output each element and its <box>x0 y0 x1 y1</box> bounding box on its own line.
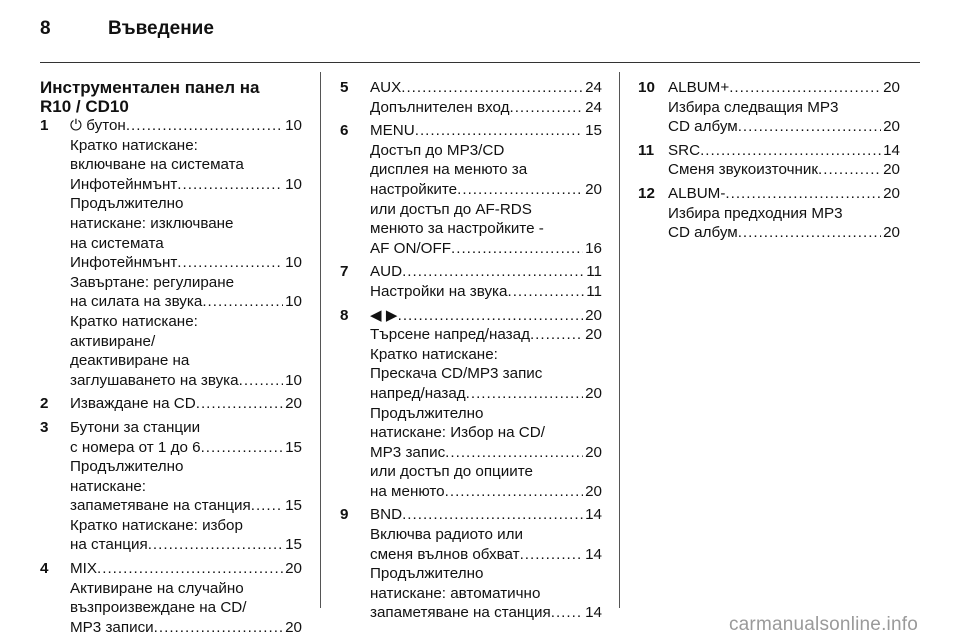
entry-line <box>70 496 302 516</box>
column-1-entries <box>40 116 302 637</box>
dot-leader <box>239 371 283 391</box>
page-reference[interactable]: 24 <box>585 98 602 116</box>
entry-line <box>668 141 900 161</box>
entry-text: CD албум <box>668 118 738 136</box>
entry-text: ⏻ бутон <box>70 117 126 134</box>
entry-text: деактивиране на <box>70 352 190 370</box>
entry-text: запаметяване на станция <box>70 497 251 515</box>
page-reference[interactable]: 15 <box>285 497 302 515</box>
entry-number: 8 <box>340 306 349 324</box>
entry-line <box>70 234 302 254</box>
entry-line <box>70 535 302 555</box>
entry-lines <box>70 116 302 390</box>
section-title-line-1: Инструментален панел на <box>40 78 260 97</box>
dot-leader <box>445 443 583 463</box>
entry-text: Настройки на звука <box>370 282 508 300</box>
entry-text: Инфотейнмънт <box>70 175 178 193</box>
column-2-entries <box>340 78 602 623</box>
entry-line <box>370 564 602 584</box>
entry-text: натискане: изключване <box>70 214 234 232</box>
page-reference[interactable]: 11 <box>586 263 602 281</box>
page-reference[interactable]: 24 <box>585 79 602 96</box>
entry-line <box>370 141 602 161</box>
entry-text: MIX <box>70 560 98 578</box>
dot-leader <box>148 535 283 555</box>
entry-text: ALBUM+ <box>668 79 730 96</box>
index-entry <box>40 116 302 390</box>
entry-number: 5 <box>340 79 349 96</box>
entry-line <box>370 545 602 565</box>
index-entry <box>340 505 602 623</box>
column-2 <box>340 78 602 627</box>
page-reference[interactable]: 20 <box>883 161 900 179</box>
entry-line <box>370 239 602 259</box>
entry-text: натискане: <box>70 477 147 495</box>
index-entry <box>340 78 602 117</box>
entry-text: на менюто <box>370 482 445 500</box>
page-reference[interactable]: 14 <box>585 545 602 563</box>
dot-leader <box>530 325 583 345</box>
dot-leader <box>700 141 881 161</box>
page-reference[interactable]: 15 <box>585 122 602 140</box>
entry-line <box>370 462 602 482</box>
entry-line <box>370 180 602 200</box>
dot-leader <box>507 282 584 302</box>
entry-text: AF ON/OFF <box>370 239 451 257</box>
column-divider-1 <box>320 72 321 608</box>
page-reference[interactable]: 14 <box>585 604 602 622</box>
entry-text: Търсене напред/назад <box>370 326 530 344</box>
entry-text: Продължително <box>370 404 484 422</box>
entry-text: настройките <box>370 180 458 198</box>
entry-text: Избира предходния MP3 <box>668 204 843 222</box>
entry-text: включване на системата <box>70 156 244 174</box>
entry-text: Кратко натискане: <box>70 312 198 330</box>
entry-text: дисплея на менюто за <box>370 161 528 179</box>
entry-line <box>70 214 302 234</box>
dot-leader <box>818 160 881 180</box>
entry-lines <box>370 78 602 117</box>
page-reference[interactable]: 20 <box>585 482 602 500</box>
page-reference[interactable]: 20 <box>285 395 302 413</box>
header-rule <box>40 62 920 63</box>
entry-line <box>70 175 302 195</box>
page-number: 8 <box>40 18 51 39</box>
dot-leader <box>509 98 583 118</box>
entry-text: ALBUM- <box>668 184 726 202</box>
entry-line <box>370 525 602 545</box>
column-1 <box>40 78 302 641</box>
page-reference[interactable]: 10 <box>285 117 302 134</box>
entry-line <box>70 253 302 273</box>
entry-line <box>70 516 302 536</box>
entry-line <box>668 204 900 224</box>
entry-text: на силата на звука <box>70 293 203 311</box>
entry-line <box>370 219 602 239</box>
entry-text: натискане: автоматично <box>370 584 541 602</box>
page-reference[interactable]: 20 <box>883 118 900 136</box>
dot-leader <box>415 121 583 141</box>
dot-leader <box>402 505 583 525</box>
entry-line <box>668 98 900 118</box>
entry-text: Изваждане на CD <box>70 395 196 413</box>
entry-text: активиране/ <box>70 332 156 350</box>
entry-text: Бутони за станции <box>70 418 201 436</box>
entry-text: напред/назад <box>370 384 466 402</box>
dot-leader <box>177 175 283 195</box>
entry-line <box>70 194 302 214</box>
column-3 <box>638 78 900 247</box>
entry-text: Продължително <box>70 458 184 476</box>
entry-line <box>370 345 602 365</box>
entry-line <box>370 200 602 220</box>
page-title: Въведение <box>108 18 214 39</box>
entry-lines <box>370 121 602 258</box>
entry-text: MP3 запис <box>370 443 446 461</box>
entry-line <box>370 282 602 302</box>
entry-text: сменя вълнов обхват <box>370 545 520 563</box>
page-reference[interactable]: 10 <box>285 254 302 272</box>
page-reference[interactable]: 20 <box>585 180 602 198</box>
entry-text: Завъртане: регулиране <box>70 273 235 291</box>
dot-leader <box>154 618 283 638</box>
index-entry <box>340 306 602 502</box>
entry-line <box>370 325 602 345</box>
dot-leader <box>520 545 584 565</box>
entry-text: Инфотейнмънт <box>70 254 178 272</box>
page-reference[interactable]: 20 <box>883 224 900 242</box>
entry-text: заглушаването на звука <box>70 371 239 389</box>
dot-leader <box>738 223 881 243</box>
page-reference[interactable]: 15 <box>285 438 302 456</box>
dot-leader <box>126 116 283 136</box>
entry-line <box>370 505 602 525</box>
entry-line <box>370 404 602 424</box>
entry-line <box>370 160 602 180</box>
dot-leader <box>251 496 283 516</box>
entry-line <box>70 559 302 579</box>
entry-number: 2 <box>40 395 49 413</box>
entry-line <box>370 98 602 118</box>
entry-text: Кратко натискане: <box>70 136 198 154</box>
dot-leader <box>466 384 583 404</box>
entry-lines <box>370 306 602 502</box>
entry-text: Включва радиото или <box>370 526 523 544</box>
entry-number: 10 <box>638 79 655 96</box>
entry-text: SRC <box>668 141 701 159</box>
dot-leader <box>177 253 283 273</box>
page-reference[interactable]: 15 <box>285 536 302 554</box>
entry-text: възпроизвеждане на CD/ <box>70 599 247 617</box>
entry-text: менюто за настройките - <box>370 220 544 238</box>
entry-line <box>70 155 302 175</box>
entry-line <box>668 223 900 243</box>
entry-text: Активиране на случайно <box>70 579 244 597</box>
entry-text: Кратко натискане: избор <box>70 516 243 534</box>
entry-text: Допълнителен вход <box>370 98 510 116</box>
entry-line <box>70 136 302 156</box>
dot-leader <box>202 292 283 312</box>
page-reference[interactable]: 20 <box>285 560 302 578</box>
dot-leader <box>729 78 881 98</box>
entry-line <box>370 78 602 98</box>
entry-text: AUD <box>370 263 403 281</box>
entry-number: 11 <box>638 141 655 159</box>
entry-line <box>370 364 602 384</box>
entry-line <box>668 160 900 180</box>
entry-number: 7 <box>340 263 349 281</box>
dot-leader <box>457 180 583 200</box>
dot-leader <box>196 394 283 414</box>
entry-text: Прескача CD/MP3 запис <box>370 365 543 383</box>
page-reference[interactable]: 20 <box>883 184 900 202</box>
entry-text: ◀ ▶ <box>370 306 398 324</box>
page-reference[interactable]: 14 <box>883 141 900 159</box>
page-reference[interactable]: 20 <box>585 443 602 461</box>
entry-text: или достъп до опциите <box>370 463 533 481</box>
dot-leader <box>201 438 284 458</box>
entry-line <box>668 184 900 204</box>
entry-line <box>370 603 602 623</box>
entry-text: BND <box>370 506 403 524</box>
dot-leader <box>402 262 584 282</box>
index-entry <box>340 121 602 258</box>
entry-number: 6 <box>340 122 349 140</box>
dot-leader <box>551 603 583 623</box>
entry-text: Продължително <box>70 195 184 213</box>
entry-number: 3 <box>40 418 49 436</box>
entry-line <box>70 457 302 477</box>
entry-number: 12 <box>638 184 655 202</box>
dot-leader <box>738 117 881 137</box>
entry-lines <box>370 262 602 301</box>
entry-line <box>370 262 602 282</box>
entry-text: MENU <box>370 122 415 140</box>
dot-leader <box>445 482 583 502</box>
page-reference[interactable]: 20 <box>883 79 900 96</box>
entry-text: или достъп до AF-RDS <box>370 200 532 218</box>
entry-text: с номера от 1 до 6 <box>70 438 201 456</box>
dot-leader <box>398 306 584 326</box>
entry-lines <box>370 505 602 623</box>
index-entry <box>340 262 602 301</box>
column-3-entries <box>638 78 900 243</box>
entry-line <box>70 292 302 312</box>
entry-line <box>370 443 602 463</box>
page-reference[interactable]: 11 <box>586 282 602 300</box>
entry-line <box>370 384 602 404</box>
entry-text: на станция <box>70 536 148 554</box>
index-entry <box>40 559 302 637</box>
page-reference[interactable]: 20 <box>585 326 602 344</box>
index-entry <box>40 394 302 414</box>
entry-line <box>370 584 602 604</box>
page-reference[interactable]: 20 <box>585 306 602 324</box>
entry-line <box>70 332 302 352</box>
entry-text: MP3 записи <box>70 618 154 636</box>
page-header <box>40 18 214 40</box>
entry-lines <box>70 418 302 555</box>
page-reference[interactable]: 14 <box>585 506 602 524</box>
page-reference[interactable]: 20 <box>285 618 302 636</box>
index-entry <box>638 184 900 243</box>
entry-line <box>70 477 302 497</box>
index-entry <box>638 141 900 180</box>
entry-text: запаметяване на станция <box>370 604 551 622</box>
entry-line <box>370 482 602 502</box>
entry-line <box>70 273 302 293</box>
entry-line <box>70 618 302 638</box>
section-title <box>40 78 302 116</box>
entry-text: Достъп до MP3/CD <box>370 141 505 159</box>
dot-leader <box>451 239 583 259</box>
entry-lines <box>668 184 900 243</box>
entry-text: Избира следващия MP3 <box>668 98 839 116</box>
entry-line <box>668 117 900 137</box>
entry-text: Продължително <box>370 565 484 583</box>
entry-line <box>70 598 302 618</box>
page-reference[interactable]: 10 <box>285 175 302 193</box>
entry-text: Сменя звукоизточник <box>668 161 819 179</box>
entry-line <box>70 394 302 414</box>
entry-line <box>70 579 302 599</box>
entry-number: 1 <box>40 117 49 134</box>
entry-text: AUX <box>370 79 402 96</box>
entry-text: Кратко натискане: <box>370 345 498 363</box>
page-reference[interactable]: 10 <box>285 293 302 311</box>
dot-leader <box>97 559 283 579</box>
page-reference[interactable]: 16 <box>585 239 602 257</box>
entry-line <box>70 438 302 458</box>
entry-number: 9 <box>340 506 349 524</box>
entry-line <box>70 418 302 438</box>
entry-lines <box>70 394 302 414</box>
entry-line <box>370 423 602 443</box>
entry-lines <box>668 141 900 180</box>
entry-line <box>70 351 302 371</box>
section-title-line-2: R10 / CD10 <box>40 97 129 116</box>
entry-lines <box>668 78 900 137</box>
entry-line <box>70 312 302 332</box>
watermark: carmanualsonline.info <box>728 614 918 635</box>
page-reference[interactable]: 20 <box>585 384 602 402</box>
column-divider-2 <box>619 72 620 608</box>
dot-leader <box>401 78 583 98</box>
entry-lines <box>70 559 302 637</box>
entry-number: 4 <box>40 560 49 578</box>
index-entry <box>638 78 900 137</box>
entry-text: натискане: Избор на CD/ <box>370 424 545 442</box>
dot-leader <box>725 184 881 204</box>
entry-text: CD албум <box>668 224 738 242</box>
entry-line <box>70 116 302 136</box>
entry-line <box>370 121 602 141</box>
entry-line <box>370 306 602 326</box>
page-reference[interactable]: 10 <box>285 371 302 389</box>
index-entry <box>40 418 302 555</box>
entry-line <box>668 78 900 98</box>
entry-text: на системата <box>70 234 164 252</box>
entry-line <box>70 371 302 391</box>
